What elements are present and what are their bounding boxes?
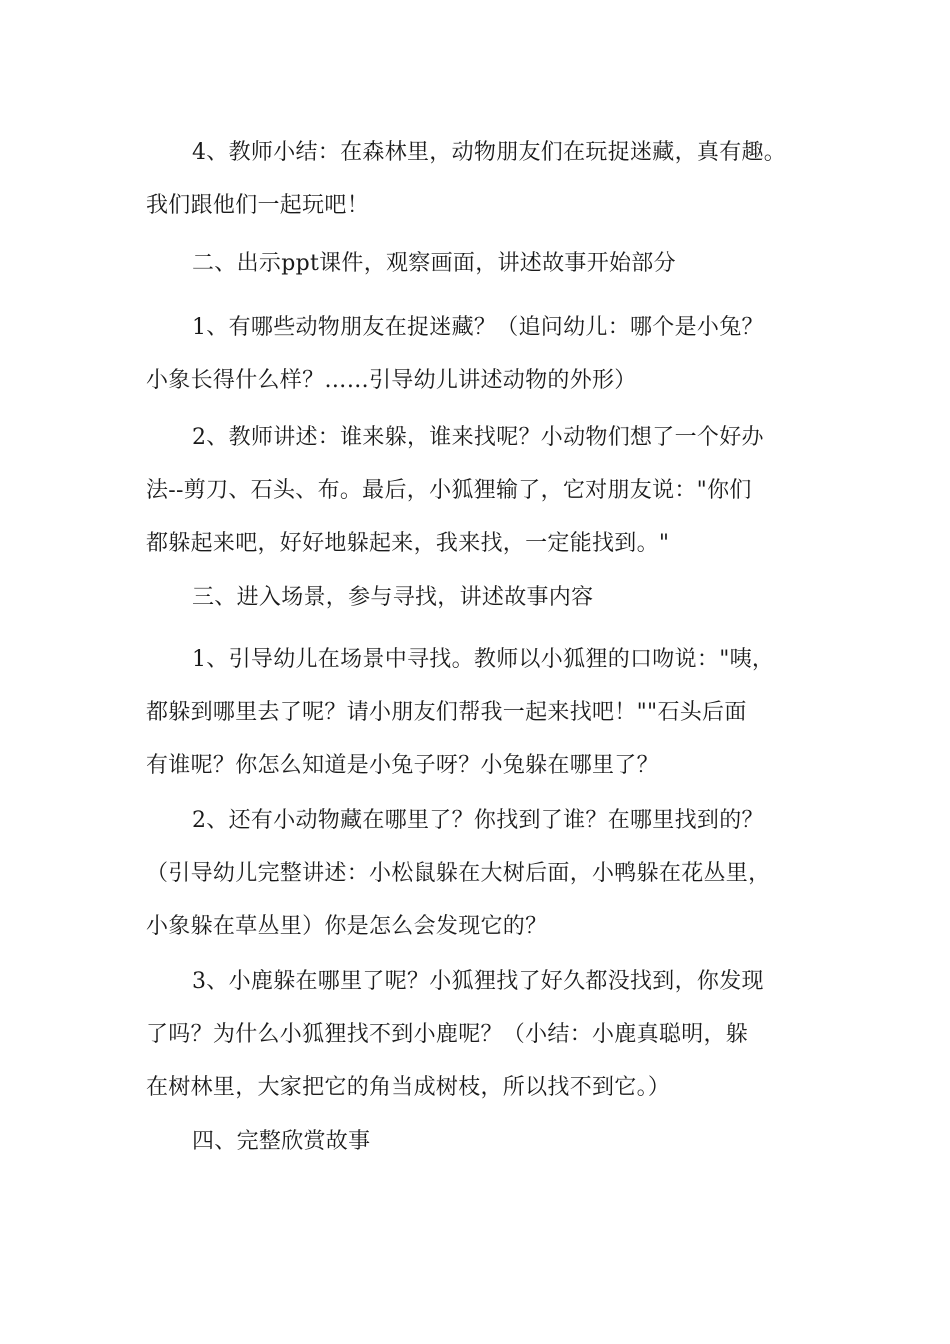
text-line: 在树林里，大家把它的角当成树枝，所以找不到它。） [146,1075,671,1100]
text-line: 四、完整欣赏故事 [192,1129,371,1154]
text-line: 有谁呢？你怎么知道是小兔子呀？小兔躲在哪里了？ [146,753,659,778]
paragraph-search-1 [146,633,826,792]
section-heading-4 [146,1115,826,1168]
text-line: 2、还有小动物藏在哪里了？你找到了谁？在哪里找到的？ [192,808,764,833]
text-line: 1、有哪些动物朋友在捉迷藏？（追问幼儿：哪个是小兔？ [192,315,764,340]
paragraph-search-2 [146,794,826,953]
text-line: 4、教师小结：在森林里，动物朋友们在玩捉迷藏，真有趣。 [192,140,787,165]
text-line: 小象躲在草丛里）你是怎么会发现它的？ [146,914,548,939]
text-line: 我们跟他们一起玩吧！ [146,193,370,218]
text-line: 3、小鹿躲在哪里了呢？小狐狸找了好久都没找到，你发现 [192,969,764,994]
text-line: 都躲到哪里去了呢？请小朋友们帮我一起来找吧！""石头后面 [146,700,747,725]
paragraph-search-3 [146,955,826,1114]
paragraph-step-1 [146,301,826,407]
section-heading-3 [146,571,826,624]
text-line: 三、进入场景，参与寻找，讲述故事内容 [192,585,594,610]
section-heading-2 [146,237,826,290]
paragraph-teacher-summary [146,126,826,232]
text-line: 小象长得什么样？……引导幼儿讲述动物的外形） [146,368,637,393]
paragraph-step-2 [146,411,826,570]
text-line: 法--剪刀、石头、布。最后，小狐狸输了，它对朋友说："你们 [146,478,752,503]
text-line: 2、教师讲述：谁来躲，谁来找呢？小动物们想了一个好办 [192,425,764,450]
text-line: 1、引导幼儿在场景中寻找。教师以小狐狸的口吻说："咦， [192,647,775,672]
text-line: 二、出示ppt课件，观察画面，讲述故事开始部分 [192,251,676,276]
text-line: 了吗？为什么小狐狸找不到小鹿呢？（小结：小鹿真聪明，躲 [146,1022,749,1047]
text-line: 都躲起来吧，好好地躲起来，我来找，一定能找到。" [146,531,670,556]
text-line: （引导幼儿完整讲述：小松鼠躲在大树后面，小鸭躲在花丛里， [146,861,771,886]
